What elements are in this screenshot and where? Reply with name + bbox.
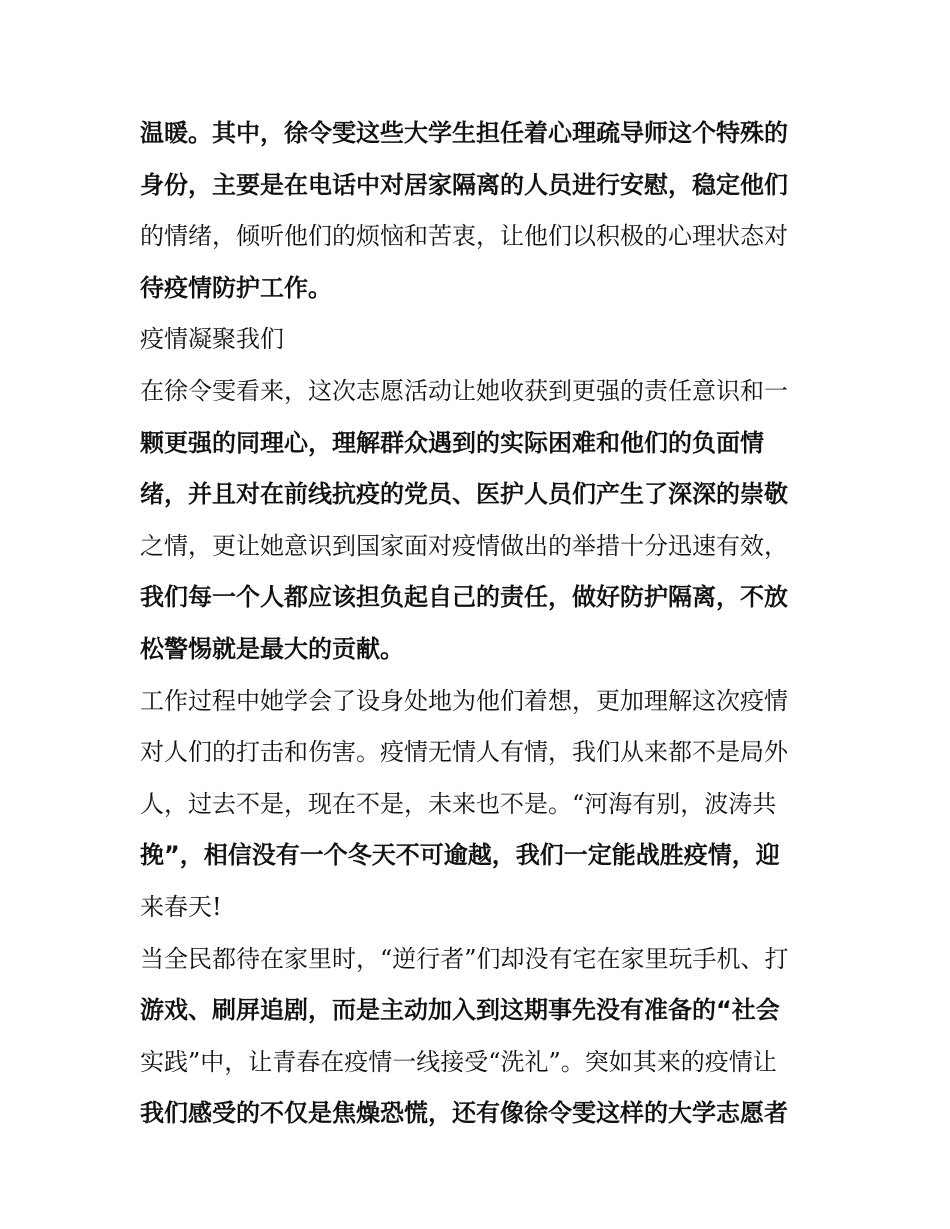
text-line: 当全民都待在家里时，“逆行者”们却没有宅在家里玩手机、打 [140, 944, 789, 973]
text-line: 实践”中，让青春在疫情一线接受“洗礼”。突如其来的疫情让 [140, 1047, 777, 1076]
text-line: 对人们的打击和伤害。疫情无情人有情，我们从来都不是局外 [140, 738, 788, 767]
text-line: 待疫情防护工作。 [140, 273, 332, 302]
text-line: 挽”，相信没有一个冬天不可逾越，我们一定能战胜疫情，迎 [140, 841, 780, 870]
text-line: 工作过程中她学会了设身处地为他们着想，更加理解这次疫情 [140, 686, 788, 715]
text-line: 温暖。其中，徐令雯这些大学生担任着心理疏导师这个特殊的 [140, 119, 788, 147]
text-line: 游戏、刷屏追剧，而是主动加入到这期事先没有准备的“社会 [140, 996, 780, 1025]
text-line: 在徐令雯看来，这次志愿活动让她收获到更强的责任意识和一 [140, 376, 788, 405]
text-line: 之情，更让她意识到国家面对疫情做出的举措十分迅速有效， [140, 531, 788, 560]
text-line: 身份，主要是在电话中对居家隔离的人员进行安慰，稳定他们 [140, 170, 788, 199]
text-line: 颗更强的同理心，理解群众遇到的实际困难和他们的负面情 [140, 428, 764, 457]
text-line: 绪，并且对在前线抗疫的党员、医护人员们产生了深深的崇敬 [140, 480, 788, 509]
text-line: 松警惕就是最大的贡献。 [140, 634, 404, 663]
text-line: 的情绪，倾听他们的烦恼和苦衷，让他们以积极的心理状态对 [140, 222, 788, 251]
text-line: 我们每一个人都应该担负起自己的责任，做好防护隔离，不放 [140, 583, 788, 612]
text-line: 我们感受的不仅是焦燥恐慌，还有像徐令雯这样的大学志愿者 [140, 1099, 788, 1128]
section-heading: 疫情凝聚我们 [140, 325, 284, 354]
text-line: 来春天! [140, 892, 222, 921]
document-body [140, 108, 820, 1140]
text-line: 人，过去不是，现在不是，未来也不是。“河海有别，波涛共 [140, 789, 777, 818]
